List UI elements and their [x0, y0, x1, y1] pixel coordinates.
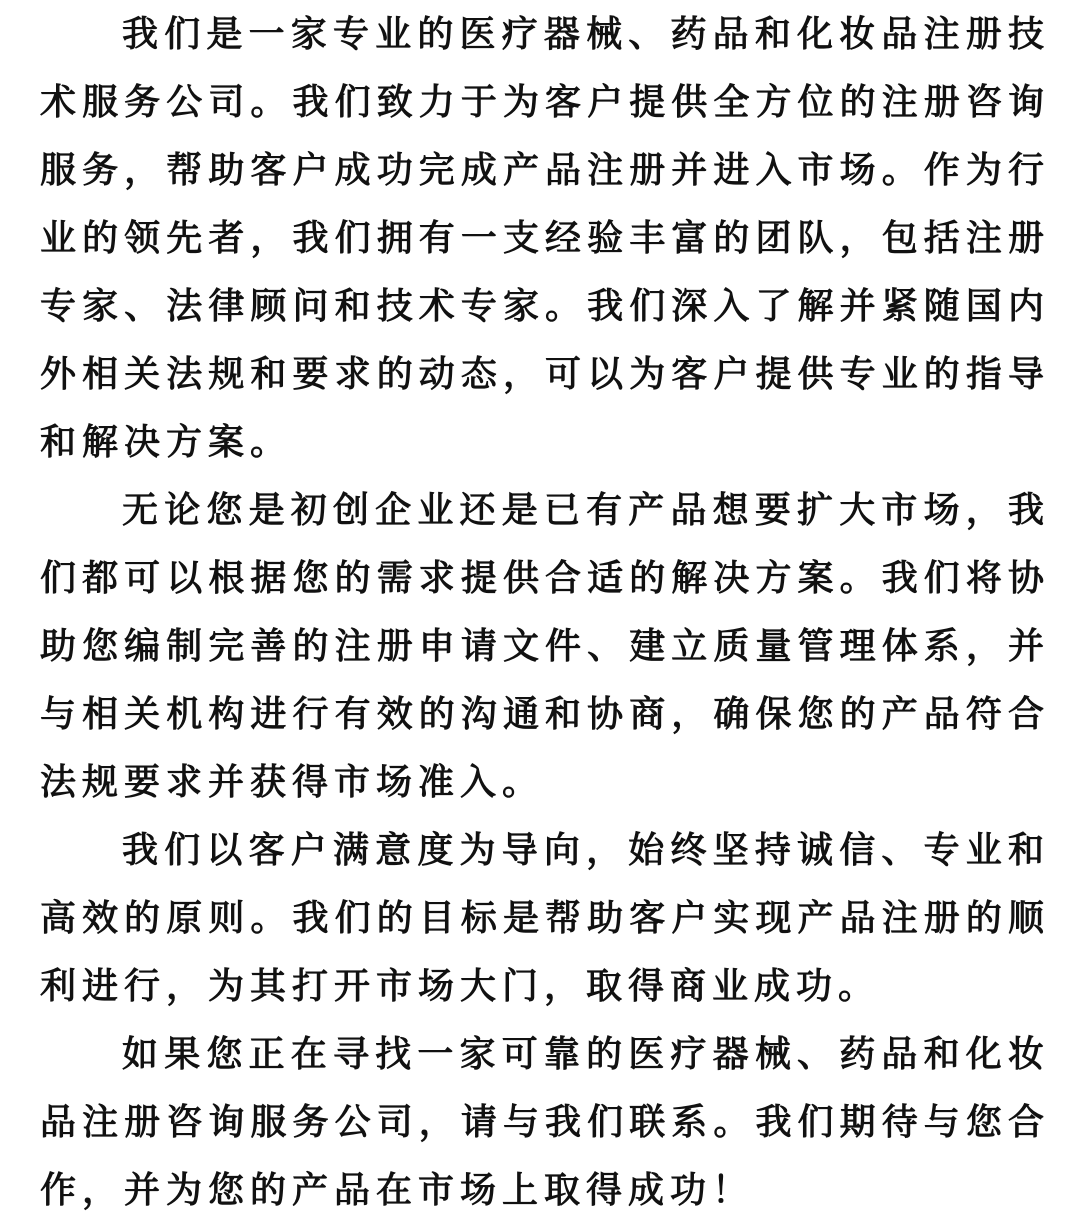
text-line: 助您编制完善的注册申请文件、建立质量管理体系，并 [40, 625, 1044, 667]
text-line: 术服务公司。我们致力于为客户提供全方位的注册咨询 [40, 81, 1044, 123]
text-line: 作，并为您的产品在市场上取得成功！ [40, 1169, 755, 1211]
paragraph-principles [40, 816, 1044, 1020]
text-line: 利进行，为其打开市场大门，取得商业成功。 [40, 965, 881, 1007]
text-line: 与相关机构进行有效的沟通和协商，确保您的产品符合 [40, 693, 1044, 735]
text-line: 们都可以根据您的需求提供合适的解决方案。我们将协 [40, 557, 1044, 599]
paragraph-contact [40, 1020, 1044, 1224]
text-line: 我们以客户满意度为导向，始终坚持诚信、专业和 [122, 829, 1044, 871]
paragraph-solutions [40, 476, 1044, 816]
text-line: 品注册咨询服务公司，请与我们联系。我们期待与您合 [40, 1101, 1044, 1143]
text-line: 专家、法律顾问和技术专家。我们深入了解并紧随国内 [40, 285, 1044, 327]
document-body [40, 0, 1044, 1224]
text-line: 如果您正在寻找一家可靠的医疗器械、药品和化妆 [122, 1033, 1044, 1075]
text-line: 法规要求并获得市场准入。 [40, 761, 545, 803]
text-line: 和解决方案。 [40, 421, 293, 463]
text-line: 无论您是初创企业还是已有产品想要扩大市场，我 [122, 489, 1044, 531]
text-line: 外相关法规和要求的动态，可以为客户提供专业的指导 [40, 353, 1044, 395]
text-line: 业的领先者，我们拥有一支经验丰富的团队，包括注册 [40, 217, 1044, 259]
text-line: 服务，帮助客户成功完成产品注册并进入市场。作为行 [40, 149, 1044, 191]
text-line: 我们是一家专业的医疗器械、药品和化妆品注册技 [122, 13, 1044, 55]
text-line: 高效的原则。我们的目标是帮助客户实现产品注册的顺 [40, 897, 1044, 939]
paragraph-intro [40, 0, 1044, 476]
